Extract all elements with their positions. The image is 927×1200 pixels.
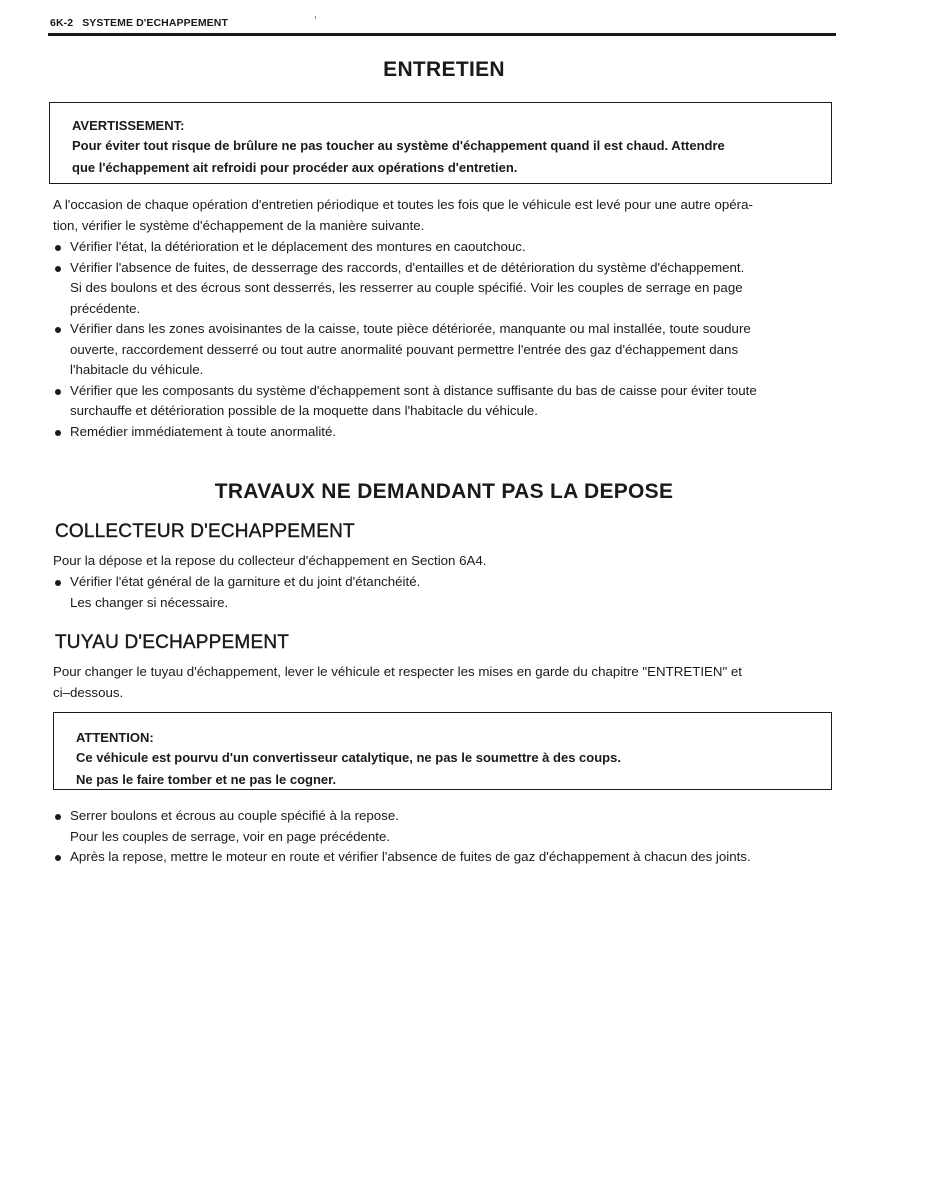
list-item	[53, 237, 841, 258]
list-item	[53, 319, 841, 381]
header-rule	[48, 33, 836, 36]
bullet-icon	[55, 855, 61, 861]
bullet-icon	[55, 430, 61, 436]
list-item-text: Remédier immédiatement à toute anormalité.	[70, 423, 337, 439]
bullet-icon	[55, 245, 61, 251]
bullet-icon	[55, 327, 61, 333]
caution-line-2: Ne pas le faire tomber et ne pas le cogner.	[76, 772, 337, 787]
list-item-text: Vérifier l'état, la détérioration et le déplacement des montures en caoutchouc.	[70, 239, 526, 254]
caution-line-1: Ce véhicule est pourvu d'un convertisseur catalytique, ne pas le soumettre à des coups.	[76, 750, 621, 765]
intro-line-2: tion, vérifier le système d'échappement de la manière suivante.	[53, 217, 425, 233]
bullet-icon	[55, 814, 61, 820]
tuyau-intro-line-1: Pour changer le tuyau d'échappement, lever le véhicule et respecter les mises en garde du chapitre "ENTRETIEN" et	[53, 664, 742, 679]
list-item	[53, 381, 841, 422]
running-header	[50, 17, 228, 29]
scan-speck	[315, 16, 316, 19]
tuyau-heading: TUYAU D'ECHAPPEMENT	[55, 632, 290, 653]
list-item-text: l'habitacle du véhicule.	[70, 362, 204, 377]
tuyau-intro-line-2: ci–dessous.	[53, 684, 124, 700]
list-item-text: Vérifier l'état général de la garniture et du joint d'étanchéité.	[70, 574, 421, 589]
collecteur-heading: COLLECTEUR D'ECHAPPEMENT	[55, 521, 355, 542]
entretien-intro	[53, 195, 841, 236]
tuyau-checklist	[53, 806, 841, 868]
entretien-checklist	[53, 237, 841, 442]
warning-label: AVERTISSEMENT:	[72, 118, 185, 133]
list-item-text: précédente.	[70, 300, 141, 316]
bullet-icon	[55, 266, 61, 272]
section-title: SYSTEME D'ECHAPPEMENT	[82, 17, 228, 29]
list-item-text: Si des boulons et des écrous sont desserrés, les resserrer au couple spécifié. Voir les couples de serrage en page	[70, 280, 743, 295]
list-item-text: Vérifier que les composants du système d'échappement sont à distance suffisante du bas de caisse pour éviter toute	[70, 382, 757, 398]
bullet-icon	[55, 580, 61, 586]
warning-box	[49, 102, 832, 184]
page-number: 6K-2	[50, 17, 74, 29]
travaux-heading: TRAVAUX NE DEMANDANT PAS LA DEPOSE	[214, 480, 674, 503]
collecteur-intro: Pour la dépose et la repose du collecteur d'échappement en Section 6A4.	[53, 553, 487, 568]
list-item-text: Serrer boulons et écrous au couple spécifié à la repose.	[70, 808, 399, 823]
list-item	[53, 806, 841, 847]
list-item-text: Pour les couples de serrage, voir en page précédente.	[70, 828, 391, 844]
list-item	[53, 847, 841, 868]
list-item	[53, 422, 841, 443]
caution-label: ATTENTION:	[76, 730, 154, 745]
list-item-text: Après la repose, mettre le moteur en route et vérifier l'absence de fuites de gaz d'échappement à chacun des joints.	[70, 849, 751, 864]
caution-box	[53, 712, 832, 790]
list-item	[53, 572, 841, 613]
warning-line-1: Pour éviter tout risque de brûlure ne pas toucher au système d'échappement quand il est chaud. Attendre	[72, 138, 725, 153]
list-item-text: surchauffe et détérioration possible de la moquette dans l'habitacle du véhicule.	[70, 403, 538, 418]
list-item	[53, 258, 841, 320]
bullet-icon	[55, 389, 61, 395]
warning-line-2: que l'échappement ait refroidi pour procéder aux opérations d'entretien.	[72, 160, 518, 175]
list-item-text: ouverte, raccordement desserré ou tout autre anormalité pouvant permettre l'entrée des gaz d'échappement dans	[70, 341, 739, 357]
entretien-heading: ENTRETIEN	[383, 58, 505, 81]
list-item-text: Vérifier dans les zones avoisinantes de la caisse, toute pièce détériorée, manquante ou mal installée, toute soudure	[70, 321, 751, 336]
list-item-text: Les changer si nécessaire.	[70, 594, 229, 610]
tuyau-intro	[53, 662, 841, 703]
collecteur-checklist	[53, 572, 841, 613]
intro-line-1: A l'occasion de chaque opération d'entretien périodique et toutes les fois que le véhicule est levé pour une autre opéra-	[53, 197, 753, 212]
list-item-text: Vérifier l'absence de fuites, de desserrage des raccords, d'entailles et de détérioration du système d'échappement.	[70, 259, 745, 275]
